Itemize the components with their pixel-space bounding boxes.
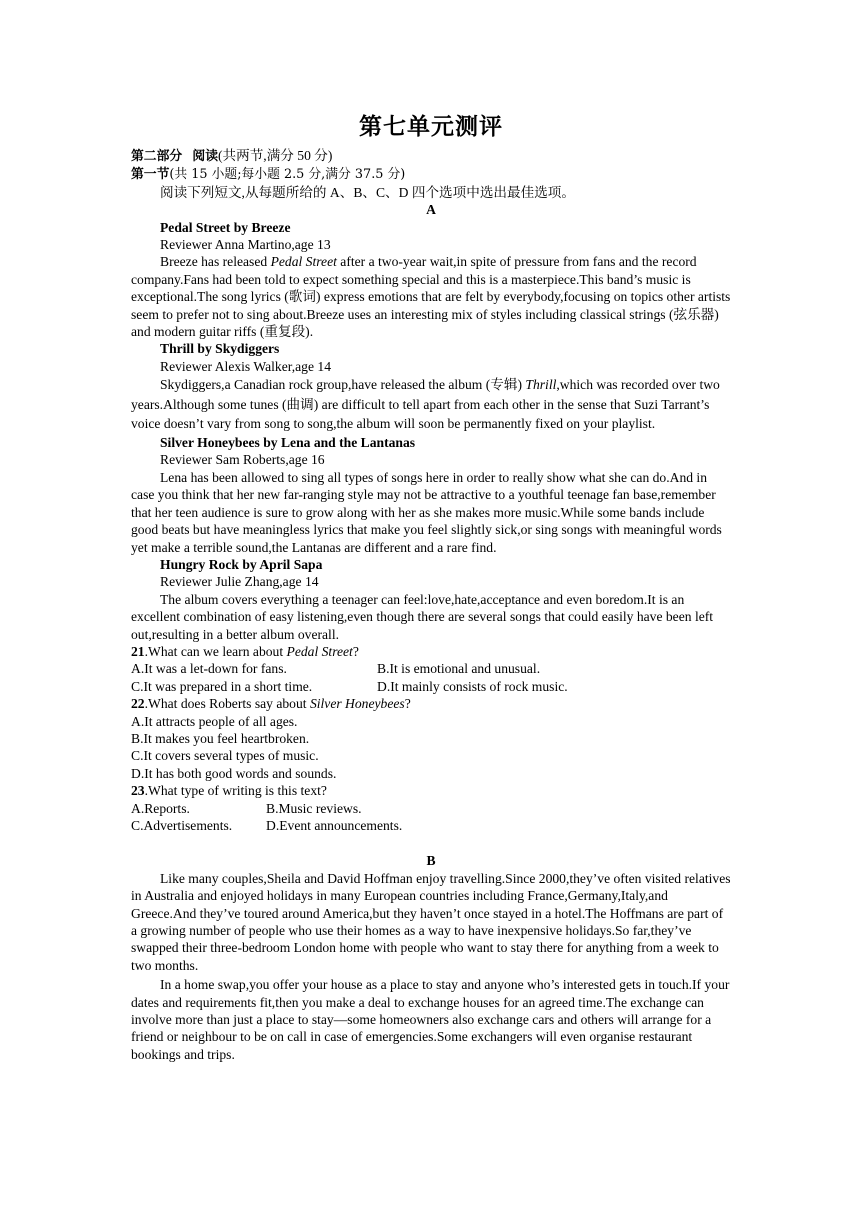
passage-b-paragraph-1: Like many couples,Sheila and David Hoffman enjoy travelling.Since 2000,they’ve often visited relatives in Australia and enjoyed holidays in many European countries including France,Germany,Italy,and Greece.And they’ve toured around America,but they haven’t once stayed in a hotel.The Hoffmans are part of a growing number of people who use their homes as a way to have inexpensive holidays.So far,they’ve swapped their three-bedroom London home with people who want to stay there for anything from a week to two months.	[131, 870, 731, 973]
album-title-italic: Pedal Street	[270, 254, 337, 270]
spacer	[131, 834, 731, 852]
section-heading	[131, 165, 731, 183]
reviewer-line: Reviewer Alexis Walker,age 14	[160, 358, 331, 374]
part-label: 第二部分	[131, 149, 183, 164]
album-title-italic: Thrill	[525, 377, 557, 393]
option-b[interactable]: B.It makes you feel heartbroken.	[131, 730, 310, 746]
review-body	[131, 375, 731, 434]
review-heading: Hungry Rock by April Sapa	[160, 556, 323, 572]
option-b[interactable]: B.Music reviews.	[266, 800, 362, 816]
options-row	[131, 800, 731, 817]
part-detail: (共两节,满分 50 分)	[217, 148, 333, 163]
question-italic: Silver Honeybees	[309, 696, 405, 712]
option-a[interactable]: A.It was a let-down for fans.	[131, 661, 287, 677]
document-page	[131, 100, 731, 1063]
question-text: .What type of writing is this text?	[144, 783, 327, 799]
question-21	[131, 643, 731, 660]
option-d[interactable]: D.Event announcements.	[266, 818, 403, 833]
review-body	[131, 253, 731, 340]
question-number: 23	[131, 783, 145, 799]
section-label: 第一节	[131, 167, 170, 183]
option-c[interactable]: C.Advertisements.	[131, 818, 233, 833]
option-c[interactable]: C.It covers several types of music.	[131, 748, 319, 764]
passage-b-paragraph-2: In a home swap,you offer your house as a place to stay and anyone who’s interested gets in touch.If your dates and requirements fit,then you make a deal to exchange houses for an agreed time.The exchange can involve more than just a place to stay—some homeowners also exchange cars and others will arrange for a friend or neighbour to be on call in case of emergencies.Some exchangers will even organise restaurant bookings and trips.	[131, 977, 730, 1062]
review-heading: Silver Honeybees by Lena and the Lantanas	[160, 435, 416, 451]
option-c[interactable]: C.It was prepared in a short time.	[131, 678, 313, 694]
passage-a-letter: A	[426, 202, 436, 218]
options-row	[131, 817, 731, 834]
options-row	[131, 660, 731, 677]
option-d[interactable]: D.It mainly consists of rock music.	[377, 678, 568, 694]
review-body: The album covers everything a teenager can feel:love,hate,acceptance and even boredom.It is an excellent combination of easy listening,even though there are several songs that could easily have been left out,resulting in a better album overall.	[131, 591, 714, 642]
options-row	[131, 678, 731, 695]
page-title: 第七单元测评	[359, 114, 503, 140]
reviewer-line: Reviewer Sam Roberts,age 16	[160, 452, 325, 468]
question-text: .What can we learn about	[144, 643, 287, 659]
option-a[interactable]: A.It attracts people of all ages.	[131, 713, 298, 729]
question-22	[131, 695, 731, 712]
reviewer-line: Reviewer Julie Zhang,age 14	[160, 574, 319, 590]
part-heading	[131, 147, 731, 165]
question-text: ?	[404, 696, 411, 712]
option-a[interactable]: A.Reports.	[131, 800, 190, 816]
review-heading: Thrill by Skydiggers	[160, 341, 280, 357]
question-italic: Pedal Street	[286, 643, 353, 659]
review-heading: Pedal Street by Breeze	[160, 219, 291, 235]
question-number: 22	[131, 696, 145, 712]
question-text: .What does Roberts say about	[144, 696, 310, 712]
review-body-text: ,which was recorded over two years.Although some tunes (曲调) are difficult to tell apart from each other in the sense that Suzi Tarrant’s voice doesn’t vary from song to song,the album will soon be permanently fixed on your playlist.	[131, 377, 720, 432]
review-body: Lena has been allowed to sing all types of songs here in order to really show what she can do.And in case you think that her new far-ranging style may not be attractive to a youthful teenage fan base,remember that her teen audience is sure to grow along with her as she makes more music.While some bands include good beats but have meaningless lyrics that make you feel slightly sick,or sing songs with meaningful words yet make a terrible sound,the Lantanas are different and a rare find.	[131, 469, 722, 555]
question-text: ?	[352, 643, 359, 659]
review-body-text: Skydiggers,a Canadian rock group,have released the album (专辑)	[160, 377, 526, 393]
option-d[interactable]: D.It has both good words and sounds.	[131, 765, 337, 781]
question-number: 21	[131, 643, 145, 659]
part-name: 阅读	[192, 149, 218, 164]
option-b[interactable]: B.It is emotional and unusual.	[377, 661, 541, 677]
reviewer-line: Reviewer Anna Martino,age 13	[160, 237, 331, 253]
section-detail: (共 15 小题;每小题 2.5 分,满分 37.5 分)	[169, 167, 406, 183]
review-body-text: Breeze has released	[160, 254, 271, 270]
review-body-text: after a two-year wait,in spite of pressure from fans and the record company.Fans had been told to expect something special and this is a masterpiece.This band’s music is exceptional.The song lyrics (歌词) express emotions that are felt by everybody,focusing on topics other artists seem to prefer not to sing about.Breeze uses an interesting mix of styles including classical strings (弦乐器) and modern guitar riffs (重复段).	[131, 254, 731, 340]
passage-b-letter: B	[426, 853, 436, 869]
question-23	[131, 782, 731, 799]
instruction: 阅读下列短文,从每题所给的 A、B、C、D 四个选项中选出最佳选项。	[160, 184, 575, 200]
